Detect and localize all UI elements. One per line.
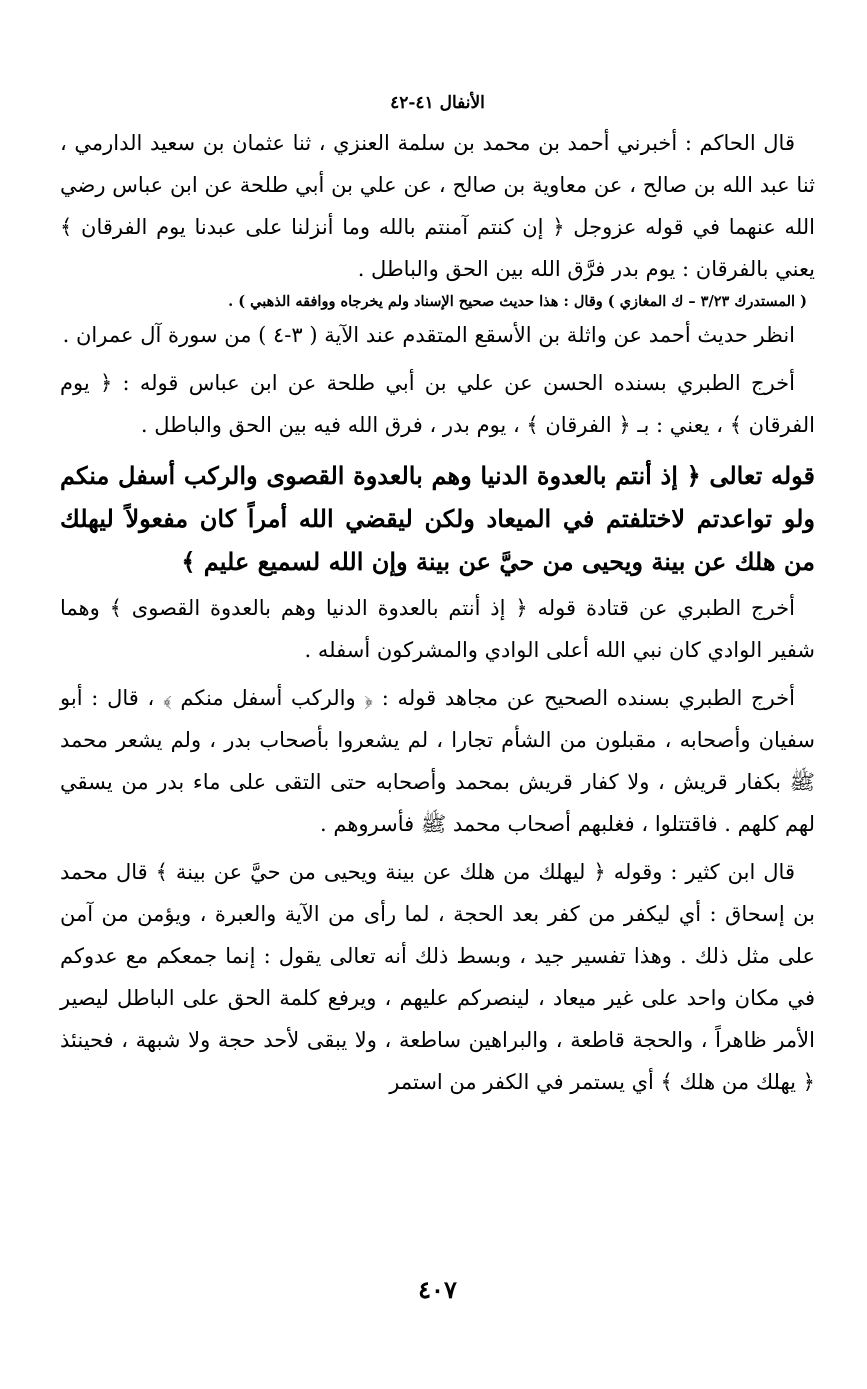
page-number: ٤٠٧ — [418, 1275, 457, 1304]
verse-heading: قوله تعالى ﴿ إذ أنتم بالعدوة الدنيا وهم بالعدوة القصوى والركب أسفل منكم ولو تواعدتم لاختلفتم في الميعاد ولكن ليقضي الله أمراً كان مفعولاً ليهلك من هلك عن بينة ويحيى من حيَّ عن بينة وإن الله لسميع عليم ﴾ — [60, 461, 815, 576]
paragraph-hakim-report: قال الحاكم : أخبرني أحمد بن محمد بن سلمة العنزي ، ثنا عثمان بن سعيد الدارمي ، ثنا عبد الله بن صالح ، عن معاوية بن صالح ، عن علي بن أبي طلحة عن ابن عباس رضي الله عنهما في قوله عزوجل ﴿ إن كنتم آمنتم بالله وما أنزلنا على عبدنا يوم الفرقان ﴾ يعني بالفرقان : يوم بدر فرَّق الله بين الحق والباطل . — [60, 131, 815, 281]
running-head: الأنفال ٤١-٤٢ — [390, 93, 485, 113]
source-note: ( المستدرك ٣/٢٣ – ك المغازي ) وقال : هذا حديث صحيح الإسناد ولم يخرجاه ووافقه الذهبي ) . — [228, 293, 807, 310]
paragraph-wathila-reference: انظر حديث أحمد عن واثلة بن الأسقع المتقدم عند الآية ( ٣-٤ ) من سورة آل عمران . — [62, 323, 795, 347]
paragraph-ibn-kathir: قال ابن كثير : وقوله ﴿ ليهلك من هلك عن بينة ويحيى من حيَّ عن بينة ﴾ قال محمد بن إسحاق : أي ليكفر من كفر بعد الحجة ، لما رأى من الآية والعبرة ، ويؤمن من آمن على مثل ذلك . وهذا تفسير جيد ، وبسط ذلك أنه تعالى يقول : إنما جمعكم مع عدوكم في مكان واحد على غير ميعاد ، لينصركم عليهم ، ويرفع كلمة الحق على الباطل ليصير الأمر ظاهراً ، والحجة قاطعة ، والبراهين ساطعة ، ولا يبقى لأحد حجة ولا شبهة ، فحينئذ ﴿ يهلك من هلك ﴾ أي يستمر في الكفر من استمر — [60, 860, 815, 1094]
paragraph-tabari-qatada: أخرج الطبري عن قتادة قوله ﴿ إذ أنتم بالعدوة الدنيا وهم بالعدوة القصوى ﴾ وهما شفير الوادي كان نبي الله أعلى الوادي والمشركون أسفله . — [60, 596, 815, 662]
paragraph-tabari-ibn-abbas: أخرج الطبري بسنده الحسن عن علي بن أبي طلحة عن ابن عباس قوله : ﴿ يوم الفرقان ﴾ ، يعني : بـ ﴿ الفرقان ﴾ ، يوم بدر ، فرق الله فيه بين الحق والباطل . — [60, 371, 815, 437]
paragraph-tabari-mujahid: أخرج الطبري بسنده الصحيح عن مجاهد قوله : ﴿ والركب أسفل منكم ﴾ ، قال : أبو سفيان وأصحابه ، مقبلون من الشأم تجارا ، لم يشعروا بأصحاب بدر ، ولم يشعر محمد ﷺ بكفار قريش ، ولا كفار قريش بمحمد وأصحابه حتى التقى على ماء بدر من يسقي لهم كلهم . فاقتتلوا ، فغلبهم أصحاب محمد ﷺ فأسروهم . — [60, 686, 815, 836]
book-page — [60, 90, 815, 1370]
